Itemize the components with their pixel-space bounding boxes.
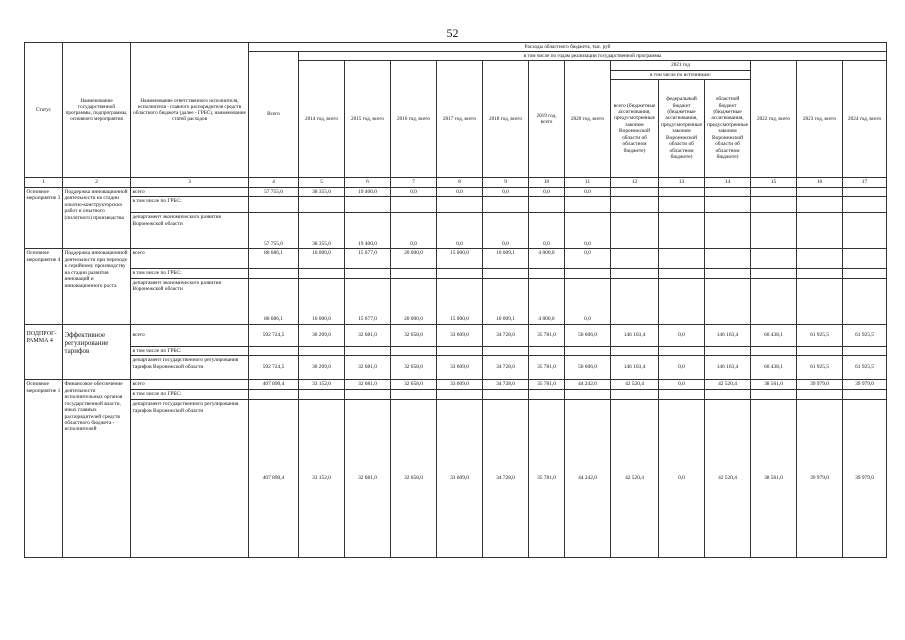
header-2023: 2023 год, всего — [797, 61, 843, 177]
row-label-dept: департамент экономического развития Воронежской области — [131, 213, 249, 249]
cell-value: 57 755,0 — [249, 187, 299, 196]
cell-value: 0,0 — [483, 213, 529, 249]
table-row — [25, 197, 887, 213]
cell-value: 146 163,4 — [611, 324, 659, 346]
row-label-dept: департамент экономического развития Воронежской области — [131, 278, 249, 324]
header-2021-year: 2021 год — [671, 62, 690, 69]
cell-value: 0,0 — [391, 213, 437, 249]
row-name: Эффективное регулирование тарифов — [63, 324, 131, 379]
table-row — [25, 249, 887, 269]
cell-value: 60 438,1 — [751, 324, 797, 346]
col-num: 16 — [797, 177, 843, 187]
cell-value: 38 561,0 — [751, 400, 797, 558]
cell-value: 33 152,0 — [299, 400, 345, 558]
cell-value: 15 000,0 — [437, 278, 483, 324]
cell-value: 39 979,0 — [843, 380, 887, 390]
header-2021-total: всего (бюджетные ассигнования, предусмотренные законом Воронежской области об областном бюджете) — [611, 79, 659, 177]
cell-value: 19 400,0 — [345, 187, 391, 196]
cell-value: 60 438,1 — [751, 356, 797, 380]
cell-value: 0,0 — [483, 187, 529, 196]
header-executor: Наименование ответственного исполнителя, исполнителя - главного распорядителя средств областного бюджета (далее - ГРБС), наименование статей расходов — [131, 43, 249, 178]
header-2014: 2014 год, всего — [299, 61, 345, 177]
col-num: 13 — [659, 177, 705, 187]
header-status: Статус — [25, 43, 63, 178]
header-2020: 2020 год, всего — [565, 61, 611, 177]
cell-value: 10 009,1 — [483, 278, 529, 324]
row-name: Поддержка инновационной деятельности при переходе к серийному производству на стадии развития инноваций и инновационного роста — [63, 249, 131, 324]
cell-value: 16 000,0 — [299, 278, 345, 324]
cell-value: 42 520,4 — [705, 380, 751, 390]
cell-value: 57 755,0 — [249, 213, 299, 249]
cell-value: 0,0 — [565, 249, 611, 269]
row-status: Основное мероприятие 1 — [25, 380, 63, 558]
cell-value: 39 979,0 — [797, 400, 843, 558]
column-numbers-row — [25, 177, 887, 187]
col-num: 14 — [705, 177, 751, 187]
row-label-dept: департамент государственного регулирования тарифов Воронежской области — [131, 356, 249, 380]
row-status: ПОДПРОГ-РАММА 4 — [25, 324, 63, 379]
cell-value: 34 728,0 — [483, 324, 529, 346]
header-by-years: в том числе по годам реализации государственной программы — [299, 52, 887, 61]
table-row — [25, 278, 887, 324]
cell-value: 80 686,1 — [249, 278, 299, 324]
table-row — [25, 213, 887, 249]
cell-value: 33 152,0 — [299, 380, 345, 390]
cell-value: 34 728,0 — [483, 400, 529, 558]
row-status: Основное мероприятие 4 — [25, 249, 63, 324]
cell-value: 0,0 — [437, 187, 483, 196]
col-num: 6 — [345, 177, 391, 187]
cell-value: 32 681,0 — [345, 356, 391, 380]
cell-value: 592 724,5 — [249, 356, 299, 380]
cell-value: 32 681,0 — [345, 324, 391, 346]
header-2022: 2022 год, всего — [751, 61, 797, 177]
cell-value: 592 724,5 — [249, 324, 299, 346]
cell-value: 42 520,4 — [611, 380, 659, 390]
cell-value: 35 781,0 — [529, 356, 565, 380]
col-num: 8 — [437, 177, 483, 187]
col-num: 15 — [751, 177, 797, 187]
cell-value: 44 242,0 — [565, 380, 611, 390]
page-number: 52 — [446, 26, 459, 40]
cell-value: 32 658,0 — [391, 400, 437, 558]
col-num: 17 — [843, 177, 887, 187]
header-2021-regional: областной бюджет (бюджетные ассигнования, предусмотренные законом Воронежской области об областном бюджете) — [705, 79, 751, 177]
cell-value: 39 979,0 — [843, 400, 887, 558]
budget-table — [24, 42, 887, 558]
cell-value: 0,0 — [659, 324, 705, 346]
table-row — [25, 346, 887, 355]
cell-value: 4 000,0 — [529, 249, 565, 269]
cell-value: 56 606,0 — [565, 324, 611, 346]
cell-value: 0,0 — [659, 356, 705, 380]
cell-value: 15 677,0 — [345, 249, 391, 269]
row-status: Основное мероприятие 3 — [25, 187, 63, 248]
header-2017: 2017 год, всего — [437, 61, 483, 177]
cell-value: 20 000,0 — [391, 249, 437, 269]
row-label-total: всего — [131, 187, 249, 196]
row-label-grbs: в том числе по ГРБС: — [131, 269, 249, 278]
cell-value: 35 781,0 — [529, 380, 565, 390]
col-num: 9 — [483, 177, 529, 187]
cell-value: 61 925,5 — [797, 356, 843, 380]
header-2018: 2018 год, всего — [483, 61, 529, 177]
cell-value: 38 561,0 — [751, 380, 797, 390]
cell-value: 38 355,0 — [299, 213, 345, 249]
header-total: Всего — [249, 52, 299, 178]
cell-value: 33 609,0 — [437, 380, 483, 390]
cell-value: 15 677,0 — [345, 278, 391, 324]
cell-value: 146 163,4 — [705, 356, 751, 380]
cell-value: 0,0 — [565, 278, 611, 324]
cell-value: 10 009,1 — [483, 249, 529, 269]
table-row — [25, 390, 887, 400]
cell-value: 34 728,0 — [483, 356, 529, 380]
header-2021-federal: федеральный бюджет (бюджетные ассигнования, предусмотренные законом Воронежской области об областном бюджете) — [659, 79, 705, 177]
cell-value: 61 925,5 — [843, 324, 887, 346]
col-num: 1 — [25, 177, 63, 187]
row-label-grbs: в том числе по ГРБС: — [131, 346, 249, 355]
cell-value: 0,0 — [529, 187, 565, 196]
header-program-name: Наименование государственной программы, подпрограммы, основного мероприятия — [63, 43, 131, 178]
cell-value: 146 163,4 — [611, 356, 659, 380]
cell-value: 38 355,0 — [299, 187, 345, 196]
header-2021 — [611, 61, 751, 79]
cell-value: 32 681,0 — [345, 380, 391, 390]
cell-value: 35 781,0 — [529, 400, 565, 558]
row-label-total: всего — [131, 249, 249, 269]
cell-value: 42 520,4 — [611, 400, 659, 558]
cell-value: 42 520,4 — [705, 400, 751, 558]
row-label-grbs: в том числе по ГРБС: — [131, 197, 249, 213]
header-2016: 2016 год, всего — [391, 61, 437, 177]
cell-value: 32 658,0 — [391, 356, 437, 380]
row-label-total: всего — [131, 324, 249, 346]
cell-value: 36 209,0 — [299, 324, 345, 346]
cell-value: 0,0 — [437, 213, 483, 249]
row-name: Поддержка инновационной деятельности на стадии опытно-конструкторских работ и опытного (пилотного) производства — [63, 187, 131, 248]
header-expenses: Расходы областного бюджета, тыс. руб — [249, 43, 887, 52]
col-num: 2 — [63, 177, 131, 187]
header-2015: 2015 год, всего — [345, 61, 391, 177]
cell-value: 0,0 — [391, 187, 437, 196]
col-num: 12 — [611, 177, 659, 187]
col-num: 10 — [529, 177, 565, 187]
cell-value: 146 163,4 — [705, 324, 751, 346]
cell-value: 0,0 — [565, 187, 611, 196]
cell-value: 33 609,0 — [437, 400, 483, 558]
header-2024: 2024 год, всего — [843, 61, 887, 177]
cell-value: 4 000,0 — [529, 278, 565, 324]
cell-value: 0,0 — [659, 380, 705, 390]
cell-value: 32 658,0 — [391, 380, 437, 390]
col-num: 11 — [565, 177, 611, 187]
cell-value: 16 000,0 — [299, 249, 345, 269]
header-2021-sources: в том числе по источникам: — [611, 70, 750, 78]
table-row — [25, 324, 887, 346]
row-name: Финансовое обеспечение деятельности исполнительных органов государственной власти, иных главных распорядителей средств областного бюджета - исполнителей — [63, 380, 131, 558]
cell-value: 20 000,0 — [391, 278, 437, 324]
cell-value: 0,0 — [659, 400, 705, 558]
cell-value: 33 609,0 — [437, 356, 483, 380]
cell-value: 33 609,0 — [437, 324, 483, 346]
row-label-total: всего — [131, 380, 249, 390]
table-row — [25, 269, 887, 278]
cell-value: 15 000,0 — [437, 249, 483, 269]
cell-value: 0,0 — [529, 213, 565, 249]
cell-value: 39 979,0 — [797, 380, 843, 390]
table-row — [25, 380, 887, 390]
col-num: 7 — [391, 177, 437, 187]
row-label-dept: департамент государственного регулирования тарифов Воронежской области — [131, 400, 249, 558]
cell-value: 34 728,0 — [483, 380, 529, 390]
table-row — [25, 400, 887, 558]
cell-value: 407 890,4 — [249, 400, 299, 558]
cell-value: 36 209,0 — [299, 356, 345, 380]
cell-value: 44 242,0 — [565, 400, 611, 558]
cell-value: 32 658,0 — [391, 324, 437, 346]
col-num: 3 — [131, 177, 249, 187]
col-num: 5 — [299, 177, 345, 187]
cell-value: 56 606,0 — [565, 356, 611, 380]
row-label-grbs: в том числе по ГРБС: — [131, 390, 249, 400]
cell-value: 61 925,5 — [843, 356, 887, 380]
header-2019: 2019 год, всего — [529, 61, 565, 177]
cell-value: 407 890,4 — [249, 380, 299, 390]
cell-value: 32 681,0 — [345, 400, 391, 558]
cell-value: 0,0 — [565, 213, 611, 249]
table-row — [25, 187, 887, 196]
cell-value: 35 781,0 — [529, 324, 565, 346]
col-num: 4 — [249, 177, 299, 187]
cell-value: 19 400,0 — [345, 213, 391, 249]
table-row — [25, 356, 887, 380]
cell-value: 80 686,1 — [249, 249, 299, 269]
cell-value: 61 925,5 — [797, 324, 843, 346]
